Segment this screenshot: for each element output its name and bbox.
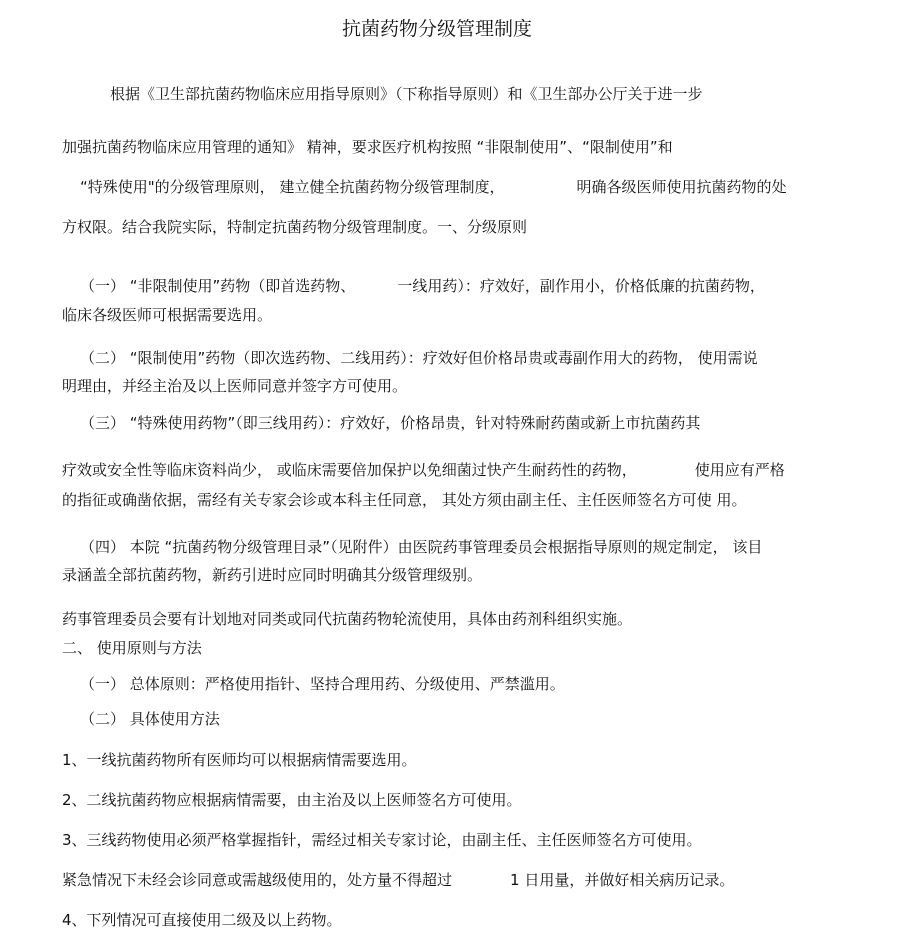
intro-line-2: 加强抗菌药物临床应用管理的通知》 精神，要求医疗机构按照 “非限制使用”、“限制使用”和 bbox=[62, 138, 673, 156]
method-1: 1、一线抗菌药物所有医师均可以根据病情需要选用。 bbox=[62, 751, 417, 769]
section2-specific-methods: （二） 具体使用方法 bbox=[80, 710, 220, 728]
item2-line-1: （二） “限制使用”药物（即次选药物、二线用药）：疗效好但价格昂贵或毒副作用大的药物， 使用需说 bbox=[80, 349, 758, 367]
emergency-note bbox=[62, 870, 734, 890]
item4-line-2: 录涵盖全部抗菌药物，新药引进时应同时明确其分级管理级别。 bbox=[62, 566, 483, 584]
method-3: 3、三线药物使用必须严格掌握指针，需经过相关专家讨论，由副主任、主任医师签名方可使用。 bbox=[62, 831, 702, 849]
item1-line-1 bbox=[80, 276, 765, 296]
item2-line-2: 明理由，并经主治及以上医师同意并签字方可使用。 bbox=[62, 377, 408, 395]
item1-line-1-part-b: 一线用药）：疗效好，副作用小，价格低廉的抗菌药物， bbox=[397, 277, 765, 295]
item3-line-2 bbox=[62, 460, 785, 480]
item3-line-2-part-a: 疗效或安全性等临床资料尚少， 或临床需要倍加保护以免细菌过快产生耐药性的药物， bbox=[62, 461, 637, 479]
item3-line-2-part-b: 使用应有严格 bbox=[694, 461, 785, 479]
section2-heading: 二、 使用原则与方法 bbox=[62, 639, 202, 657]
document-title: 抗菌药物分级管理制度 bbox=[341, 18, 532, 40]
intro-line-4: 方权限。结合我院实际，特制定抗菌药物分级管理制度。一、分级原则 bbox=[62, 218, 528, 236]
intro-line-1: 根据《卫生部抗菌药物临床应用指导原则》（下称指导原则）和《卫生部办公厅关于进一步 bbox=[110, 85, 703, 103]
emergency-note-part-b: 1 日用量，并做好相关病历记录。 bbox=[510, 871, 735, 889]
method-4: 4、下列情况可直接使用二级及以上药物。 bbox=[62, 911, 342, 929]
emergency-note-part-a: 紧急情况下未经会诊同意或需越级使用的，处方量不得超过 bbox=[62, 871, 453, 889]
item1-line-1-part-a: （一） “非限制使用”药物（即首选药物、 bbox=[80, 277, 356, 295]
item1-line-2: 临床各级医师可根据需要选用。 bbox=[62, 306, 273, 324]
intro-line-3-part-a: “特殊使用"的分级管理原则， 建立健全抗菌药物分级管理制度， bbox=[80, 178, 505, 196]
rotation-paragraph: 药事管理委员会要有计划地对同类或同代抗菌药物轮流使用，具体由药剂科组织实施。 bbox=[62, 610, 633, 628]
intro-line-3-part-b: 明确各级医师使用抗菌药物的处 bbox=[576, 178, 787, 196]
item3-line-1: （三） “特殊使用药物”（即三线用药）：疗效好，价格昂贵，针对特殊耐药菌或新上市抗菌药其 bbox=[80, 414, 701, 432]
item3-line-3: 的指征或确凿依据，需经有关专家会诊或本科主任同意， 其处方须由副主任、主任医师签名方可使 用。 bbox=[62, 491, 747, 509]
item4-line-1: （四） 本院 “抗菌药物分级管理目录”（见附件）由医院药事管理委员会根据指导原则的规定制定， 该目 bbox=[80, 538, 763, 556]
section2-general-principle: （一） 总体原则：严格使用指针、坚持合理用药、分级使用、严禁滥用。 bbox=[80, 675, 565, 693]
method-2: 2、二线抗菌药物应根据病情需要，由主治及以上医师签名方可使用。 bbox=[62, 791, 522, 809]
intro-line-3 bbox=[80, 177, 786, 197]
